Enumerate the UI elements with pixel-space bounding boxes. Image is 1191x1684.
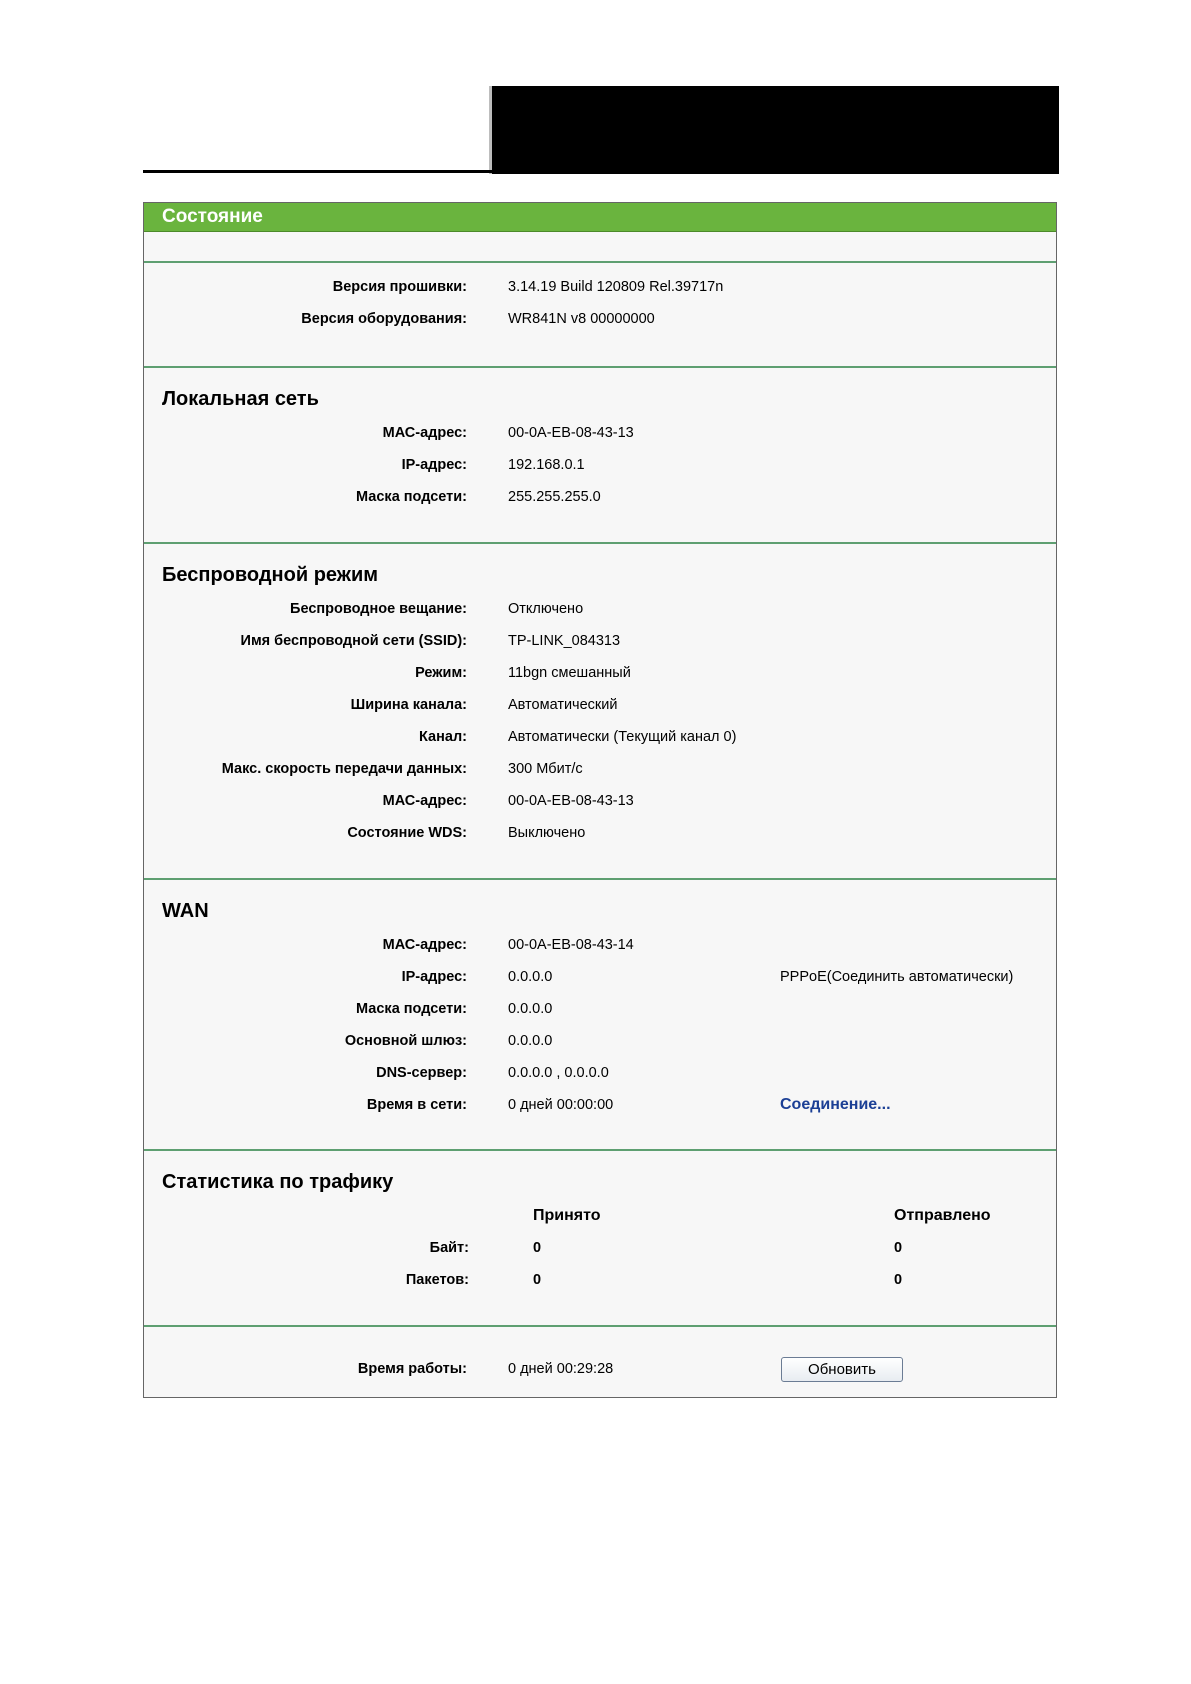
wan-online-time-value: 0 дней 00:00:00	[508, 1097, 614, 1113]
wireless-wds-label: Состояние WDS:	[347, 825, 467, 841]
wan-mask-value: 0.0.0.0	[508, 1001, 553, 1017]
wireless-max-rate-label: Макс. скорость передачи данных:	[221, 761, 467, 777]
wan-connection-type: PPPoE(Соединить автоматически)	[780, 969, 1014, 985]
wireless-wds-value: Выключено	[508, 825, 586, 841]
wan-mac-value: 00-0A-EB-08-43-14	[508, 937, 634, 953]
traffic-packets-label: Пакетов:	[405, 1272, 469, 1288]
wireless-mode-label: Режим:	[415, 665, 467, 681]
document-header-rule	[143, 170, 493, 173]
traffic-packets-received: 0	[533, 1272, 542, 1288]
wireless-ssid-label: Имя беспроводной сети (SSID):	[240, 633, 467, 649]
wan-dns-value: 0.0.0.0 , 0.0.0.0	[508, 1065, 609, 1081]
refresh-button[interactable]: Обновить	[781, 1357, 903, 1382]
traffic-sent-header: Отправлено	[894, 1207, 991, 1224]
section-divider	[144, 366, 1056, 368]
system-uptime-value: 0 дней 00:29:28	[508, 1361, 614, 1377]
hardware-version-label: Версия оборудования:	[301, 311, 467, 327]
traffic-bytes-sent: 0	[894, 1240, 903, 1256]
wan-ip-label: IP-адрес:	[401, 969, 467, 985]
wan-section-title: WAN	[162, 900, 209, 922]
document-header-black-block	[492, 86, 1059, 174]
wireless-channel-width-value: Автоматический	[508, 697, 618, 713]
wireless-mode-value: 11bgn смешанный	[508, 665, 631, 681]
lan-mask-value: 255.255.255.0	[508, 489, 601, 505]
wireless-mac-label: МАС-адрес:	[382, 793, 467, 809]
wan-mac-label: МАС-адрес:	[382, 937, 467, 953]
wan-gateway-label: Основной шлюз:	[344, 1033, 467, 1049]
wireless-broadcast-label: Беспроводное вещание:	[290, 601, 467, 617]
wan-mask-label: Маска подсети:	[356, 1001, 467, 1017]
lan-section-title: Локальная сеть	[162, 388, 319, 410]
firmware-version-label: Версия прошивки:	[332, 279, 467, 295]
traffic-received-header: Принято	[533, 1207, 601, 1224]
traffic-bytes-received: 0	[533, 1240, 542, 1256]
wan-gateway-value: 0.0.0.0	[508, 1033, 553, 1049]
wan-connect-link[interactable]: Соединение...	[780, 1096, 891, 1113]
section-divider	[144, 1149, 1056, 1151]
hardware-version-value: WR841N v8 00000000	[508, 311, 655, 327]
lan-mac-value: 00-0A-EB-08-43-13	[508, 425, 634, 441]
section-divider	[144, 261, 1056, 263]
wan-ip-value: 0.0.0.0	[508, 969, 553, 985]
section-divider	[144, 1325, 1056, 1327]
firmware-version-value: 3.14.19 Build 120809 Rel.39717n	[508, 279, 724, 295]
wireless-ssid-value: TP-LINK_084313	[508, 633, 621, 649]
wireless-mac-value: 00-0A-EB-08-43-13	[508, 793, 634, 809]
section-divider	[144, 878, 1056, 880]
document-header-edge	[489, 86, 492, 174]
wan-online-time-label: Время в сети:	[366, 1097, 467, 1113]
wireless-broadcast-value: Отключено	[508, 601, 584, 617]
wireless-channel-value: Автоматически (Текущий канал 0)	[508, 729, 737, 745]
lan-mac-label: МАС-адрес:	[382, 425, 467, 441]
section-divider	[144, 542, 1056, 544]
wireless-max-rate-value: 300 Мбит/с	[508, 761, 583, 777]
traffic-bytes-label: Байт:	[429, 1240, 469, 1256]
system-uptime-label: Время работы:	[357, 1361, 467, 1377]
wireless-channel-width-label: Ширина канала:	[350, 697, 467, 713]
lan-mask-label: Маска подсети:	[356, 489, 467, 505]
lan-ip-value: 192.168.0.1	[508, 457, 585, 473]
panel-title: Состояние	[144, 203, 1056, 232]
lan-ip-label: IP-адрес:	[401, 457, 467, 473]
wireless-section-title: Беспроводной режим	[162, 564, 379, 586]
wan-dns-label: DNS-сервер:	[376, 1065, 467, 1081]
traffic-section-title: Статистика по трафику	[162, 1171, 394, 1193]
status-panel	[143, 202, 1057, 1398]
wireless-channel-label: Канал:	[419, 729, 467, 745]
traffic-packets-sent: 0	[894, 1272, 903, 1288]
